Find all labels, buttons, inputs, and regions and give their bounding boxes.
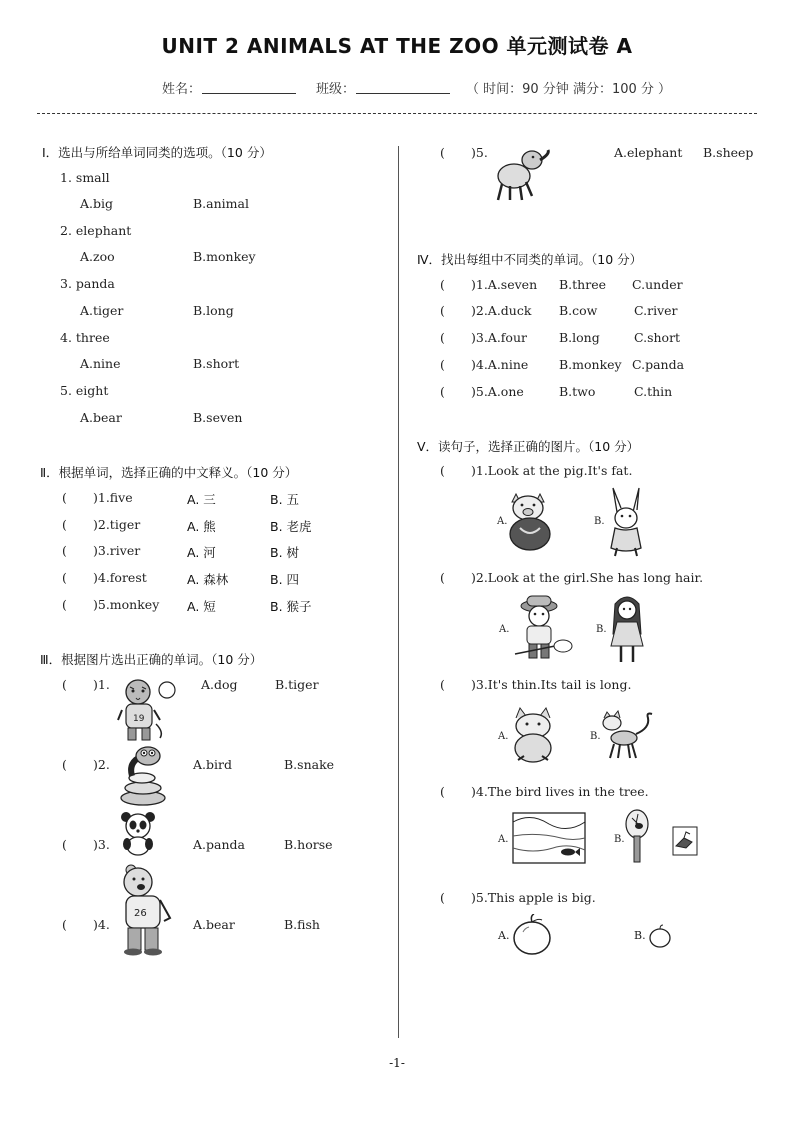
s1-q5-option-a[interactable]: A.bear	[80, 410, 122, 425]
panda-picture	[118, 810, 158, 856]
s1-q2-option-b[interactable]: B.monkey	[193, 249, 256, 264]
s1-q4: 4. three	[60, 330, 110, 345]
section-5-heading: Ⅴ．读句子，选择正确的图片。（10 分）	[417, 439, 640, 454]
s1-q3: 3. panda	[60, 276, 115, 291]
s4-q1-option-c[interactable]: C.under	[632, 277, 683, 292]
girl-picture[interactable]	[607, 594, 647, 668]
class-label: 班级：	[316, 82, 356, 97]
s4-q5-option-a[interactable]: )5.A.one	[471, 384, 524, 399]
s5-q3-label-a: A.	[498, 731, 509, 742]
name-label: 姓名：	[162, 82, 202, 97]
s1-q4-option-b[interactable]: B.short	[193, 356, 240, 371]
svg-text:19: 19	[133, 714, 145, 724]
s5-q1-label-a: A.	[497, 516, 508, 527]
s1-q3-option-b[interactable]: B.long	[193, 303, 234, 318]
s2-q2-answer-blank[interactable]: (	[62, 517, 67, 532]
s5-q5-answer-blank[interactable]: (	[440, 890, 445, 905]
s1-q2: 2. elephant	[60, 223, 132, 238]
s2-q3-option-b[interactable]: B. 树	[270, 545, 300, 560]
s3-q5: )5.	[471, 145, 488, 160]
s2-q5-answer-blank[interactable]: (	[62, 597, 67, 612]
s3-q2-option-b[interactable]: B.snake	[284, 757, 335, 772]
s5-q2-label-b: B.	[596, 624, 607, 635]
s4-q5-answer-blank[interactable]: (	[440, 384, 445, 399]
s2-q1-option-b[interactable]: B. 五	[270, 492, 300, 507]
s4-q2-option-c[interactable]: C.river	[634, 303, 678, 318]
s4-q5-option-c[interactable]: C.thin	[634, 384, 673, 399]
time-score-info: （ 时间：90 分钟 满分：100 分 ）	[466, 82, 672, 97]
s2-q3-answer-blank[interactable]: (	[62, 543, 67, 558]
s5-q4-label-b: B.	[614, 834, 625, 845]
s2-q4-option-a[interactable]: A. 森林	[187, 572, 229, 587]
s3-q4-option-a[interactable]: A.bear	[193, 917, 235, 932]
s3-q3-answer-blank[interactable]: (	[62, 837, 67, 852]
header-divider	[37, 113, 757, 114]
s2-q2: )2.tiger	[93, 517, 141, 532]
s5-q4: )4.The bird lives in the tree.	[471, 784, 649, 799]
s3-q1-option-a[interactable]: A.dog	[201, 677, 238, 692]
s1-q1: 1. small	[60, 170, 110, 185]
s4-q3-option-c[interactable]: C.short	[634, 330, 681, 345]
s3-q1: )1.	[93, 677, 110, 692]
s3-q2: )2.	[93, 757, 110, 772]
s2-q4-answer-blank[interactable]: (	[62, 570, 67, 585]
s3-q3-option-b[interactable]: B.horse	[284, 837, 333, 852]
s4-q3-option-a[interactable]: )3.A.four	[471, 330, 527, 345]
s3-q4-answer-blank[interactable]: (	[62, 917, 67, 932]
s4-q3-answer-blank[interactable]: (	[440, 330, 445, 345]
section-1-heading: Ⅰ．选出与所给单词同类的选项。（10 分）	[42, 145, 272, 160]
page-title: UNIT 2 ANIMALS AT THE ZOO 单元测试卷 A	[161, 34, 633, 58]
bird-picture[interactable]	[672, 826, 698, 856]
s5-q1: )1.Look at the pig.It's fat.	[471, 463, 633, 478]
s1-q5: 5. eight	[60, 383, 109, 398]
section-3-heading: Ⅲ．根据图片选出正确的单词。（10 分）	[40, 652, 263, 667]
s1-q5-option-b[interactable]: B.seven	[193, 410, 243, 425]
s5-q2-answer-blank[interactable]: (	[440, 570, 445, 585]
s4-q5-option-b[interactable]: B.two	[559, 384, 596, 399]
s4-q4-option-a[interactable]: )4.A.nine	[471, 357, 529, 372]
rabbit-picture[interactable]	[605, 484, 647, 560]
s4-q1-answer-blank[interactable]: (	[440, 277, 445, 292]
s5-q5-label-a: A.	[498, 929, 510, 942]
s2-q2-option-a[interactable]: A. 熊	[187, 519, 216, 534]
big-apple-picture[interactable]	[511, 914, 553, 956]
thin-cat-picture[interactable]	[598, 710, 656, 762]
s5-q4-answer-blank[interactable]: (	[440, 784, 445, 799]
s3-q1-option-b[interactable]: B.tiger	[275, 677, 319, 692]
pig-picture[interactable]	[506, 488, 554, 554]
s2-q5: )5.monkey	[93, 597, 160, 612]
tiger-picture	[116, 674, 178, 744]
s4-q2-option-a[interactable]: )2.A.duck	[471, 303, 532, 318]
s2-q1-option-a[interactable]: A. 三	[187, 492, 216, 507]
s3-q2-option-a[interactable]: A.bird	[193, 757, 232, 772]
s4-q4-answer-blank[interactable]: (	[440, 357, 445, 372]
s5-q4-label-a: A.	[498, 834, 509, 845]
s3-q2-answer-blank[interactable]: (	[62, 757, 67, 772]
boy-picture[interactable]	[513, 592, 575, 664]
s1-q1-option-a[interactable]: A.big	[80, 196, 114, 211]
s5-q2-label-a: A.	[499, 624, 510, 635]
s5-q5-label-b: B.	[634, 929, 646, 942]
s4-q1-option-b[interactable]: B.three	[559, 277, 607, 292]
s2-q3: )3.river	[93, 543, 141, 558]
s4-q4-option-b[interactable]: B.monkey	[559, 357, 622, 372]
s2-q3-option-a[interactable]: A. 河	[187, 545, 216, 560]
s4-q4-option-c[interactable]: C.panda	[632, 357, 685, 372]
s1-q4-option-a[interactable]: A.nine	[80, 356, 121, 371]
s4-q2-answer-blank[interactable]: (	[440, 303, 445, 318]
s2-q4-option-b[interactable]: B. 四	[270, 572, 300, 587]
s5-q3-answer-blank[interactable]: (	[440, 677, 445, 692]
s1-q2-option-a[interactable]: A.zoo	[80, 249, 115, 264]
s4-q3-option-b[interactable]: B.long	[559, 330, 600, 345]
bird-tree-picture[interactable]	[624, 808, 650, 866]
s5-q1-answer-blank[interactable]: (	[440, 463, 445, 478]
fat-cat-picture[interactable]	[508, 706, 558, 764]
s2-q5-option-b[interactable]: B. 猴子	[270, 599, 312, 614]
s3-q5-option-a[interactable]: A.elephant	[614, 145, 683, 160]
s4-q1-option-a[interactable]: )1.A.seven	[471, 277, 538, 292]
small-apple-picture[interactable]	[648, 924, 672, 948]
elephant-picture	[492, 148, 552, 206]
s5-q1-label-b: B.	[594, 516, 605, 527]
s1-q3-option-a[interactable]: A.tiger	[80, 303, 124, 318]
s3-q4-option-b[interactable]: B.fish	[284, 917, 320, 932]
page-number: -1-	[389, 1056, 405, 1070]
s5-q3: )3.It's thin.Its tail is long.	[471, 677, 632, 692]
column-divider	[398, 146, 399, 1038]
snake-picture	[116, 744, 170, 808]
s5-q5: )5.This apple is big.	[471, 890, 596, 905]
s5-q2: )2.Look at the girl.She has long hair.	[471, 570, 704, 585]
river-fish-picture[interactable]	[512, 812, 586, 864]
s2-q5-option-a[interactable]: A. 短	[187, 599, 216, 614]
s3-q4: )4.	[93, 917, 110, 932]
name-field[interactable]	[202, 81, 296, 94]
s2-q1-answer-blank[interactable]: (	[62, 490, 67, 505]
section-2-heading: Ⅱ．根据单词，选择正确的中文释义。（10 分）	[40, 465, 298, 480]
s3-q5-answer-blank[interactable]: (	[440, 145, 445, 160]
s3-q3-option-a[interactable]: A.panda	[193, 837, 245, 852]
s2-q1: )1.five	[93, 490, 133, 505]
class-field[interactable]	[356, 81, 450, 94]
s3-q5-option-b[interactable]: B.sheep	[703, 145, 754, 160]
s2-q4: )4.forest	[93, 570, 147, 585]
section-4-heading: Ⅳ．找出每组中不同类的单词。（10 分）	[417, 252, 643, 267]
s2-q2-option-b[interactable]: B. 老虎	[270, 519, 312, 534]
s3-q1-answer-blank[interactable]: (	[62, 677, 67, 692]
s1-q1-option-b[interactable]: B.animal	[193, 196, 249, 211]
s4-q2-option-b[interactable]: B.cow	[559, 303, 598, 318]
s5-q3-label-b: B.	[590, 731, 601, 742]
s3-q3: )3.	[93, 837, 110, 852]
svg-text:26: 26	[134, 908, 147, 919]
bear-picture	[118, 860, 174, 956]
